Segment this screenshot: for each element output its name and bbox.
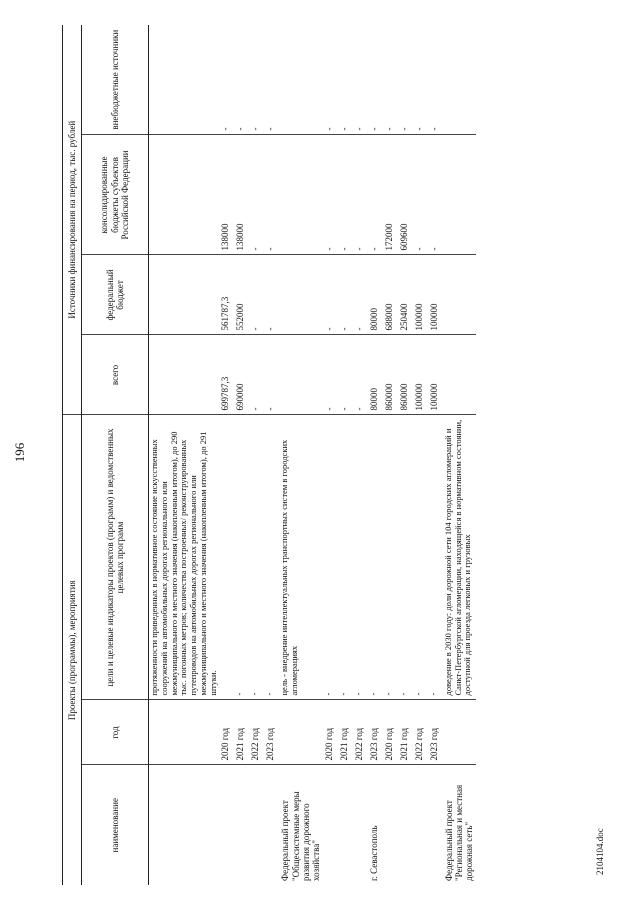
row-total: -	[264, 335, 279, 415]
row-regional	[279, 135, 322, 255]
document-code: 2104104.doc	[595, 828, 605, 875]
row-regional: 172000	[383, 135, 398, 255]
row-goal: -	[323, 415, 338, 700]
row-name: г. Севастополь	[368, 825, 379, 881]
row-federal: -	[249, 255, 264, 335]
row-regional: -	[368, 135, 383, 255]
row-extra	[443, 25, 476, 135]
row-regional: 138000	[234, 135, 249, 255]
table-row	[249, 25, 264, 885]
row-federal: 80000	[368, 255, 383, 335]
row-federal	[279, 255, 322, 335]
row-extra: -	[383, 25, 398, 135]
row-regional: -	[249, 135, 264, 255]
row-total	[279, 335, 322, 415]
table-row	[323, 25, 338, 885]
row-name	[249, 765, 264, 885]
row-name: Федеральный проект "Общесистемные меры развития дорожного хозяйства"	[280, 791, 322, 881]
row-goal: -	[264, 415, 279, 700]
row-year: 2022 год	[249, 700, 264, 765]
row-extra: -	[338, 25, 353, 135]
row-federal: -	[338, 255, 353, 335]
row-total: 860000	[383, 335, 398, 415]
row-federal: 100000	[413, 255, 428, 335]
row-regional: -	[338, 135, 353, 255]
row-extra: -	[428, 25, 443, 135]
row-federal: -	[323, 255, 338, 335]
row-total: 100000	[428, 335, 443, 415]
row-year: 2022 год	[353, 700, 368, 765]
row-federal: -	[353, 255, 368, 335]
header-name: наименование	[82, 765, 149, 885]
table-row	[383, 25, 398, 885]
funding-table	[62, 25, 476, 885]
row-year: 2023 год	[368, 700, 383, 765]
row-year	[149, 700, 220, 765]
row-name	[264, 765, 279, 885]
row-total: -	[323, 335, 338, 415]
row-extra: -	[398, 25, 413, 135]
row-federal: -	[264, 255, 279, 335]
row-name	[323, 765, 338, 885]
row-total: 100000	[413, 335, 428, 415]
row-regional: 138000	[219, 135, 234, 255]
header-regional: консолидированные бюджеты субъектов Российской Федерации	[82, 135, 149, 255]
row-goal: протяженности приведенных в нормативное состояние искусственных сооружений на автомобильных дорогах регионального или межмуниципального и местного значения (накопленным итогом), до 290 тыс. погонных метров; количества построенных/ реконструированных путепроводов на автомобильных дорогах регионального или межмуниципального и местного значения (накопленным итогом), до 291 штуки.	[149, 415, 220, 700]
row-total	[149, 335, 220, 415]
row-regional: -	[428, 135, 443, 255]
row-federal: 100000	[428, 255, 443, 335]
row-year: 2023 год	[428, 700, 443, 765]
row-federal: 688000	[383, 255, 398, 335]
row-total: 860000	[398, 335, 413, 415]
row-name	[353, 765, 368, 885]
header-group-funding: Источники финансирования на период, тыс. рублей	[63, 25, 82, 415]
row-federal	[149, 255, 220, 335]
row-year	[279, 700, 322, 765]
header-goals: цели и целевые индикаторы проектов (программ) и ведомственных целевых программ	[82, 415, 149, 700]
row-year: 2021 год	[398, 700, 413, 765]
page-number: 196	[12, 442, 27, 463]
row-extra: -	[264, 25, 279, 135]
row-goal	[219, 415, 234, 700]
row-goal: -	[398, 415, 413, 700]
row-name	[338, 765, 353, 885]
row-goal: -	[234, 415, 249, 700]
table-row	[443, 25, 476, 885]
row-regional: -	[264, 135, 279, 255]
row-regional: 609600	[398, 135, 413, 255]
table-row	[398, 25, 413, 885]
row-goal: -	[368, 415, 383, 700]
table-row	[279, 25, 322, 885]
row-name	[219, 765, 234, 885]
row-goal: -	[383, 415, 398, 700]
row-name	[428, 765, 443, 885]
header-extra: внебюджетные источники	[82, 25, 149, 135]
header-group-projects: Проекты (программы), мероприятия	[63, 415, 82, 885]
table-row	[353, 25, 368, 885]
row-extra: -	[323, 25, 338, 135]
row-name	[413, 765, 428, 885]
row-federal: 561787,3	[219, 255, 234, 335]
row-regional	[149, 135, 220, 255]
row-extra: -	[353, 25, 368, 135]
row-name: Федеральный проект "Региональная и местная дорожная сеть"	[443, 784, 475, 881]
row-extra: -	[413, 25, 428, 135]
row-goal: -	[249, 415, 264, 700]
table-row	[264, 25, 279, 885]
table-header	[63, 25, 149, 885]
row-year: 2022 год	[413, 700, 428, 765]
header-total: всего	[82, 335, 149, 415]
table-row	[234, 25, 249, 885]
row-year: 2020 год	[323, 700, 338, 765]
row-goal: -	[338, 415, 353, 700]
row-regional: -	[353, 135, 368, 255]
row-total: -	[353, 335, 368, 415]
table-row	[338, 25, 353, 885]
row-total: -	[249, 335, 264, 415]
table-row	[368, 25, 383, 885]
row-year: 2020 год	[383, 700, 398, 765]
row-extra	[149, 25, 220, 135]
row-total: 699787,3	[219, 335, 234, 415]
row-regional	[443, 135, 476, 255]
row-total: 690000	[234, 335, 249, 415]
row-extra: -	[368, 25, 383, 135]
table-row	[149, 25, 220, 885]
row-extra: -	[249, 25, 264, 135]
table-row	[219, 25, 234, 885]
row-total	[443, 335, 476, 415]
row-extra: -	[219, 25, 234, 135]
row-federal	[443, 255, 476, 335]
row-year: 2021 год	[338, 700, 353, 765]
header-federal: федеральный бюджет	[82, 255, 149, 335]
row-year	[443, 700, 476, 765]
table-row	[428, 25, 443, 885]
row-name	[398, 765, 413, 885]
row-year: 2020 год	[219, 700, 234, 765]
row-federal: 552000	[234, 255, 249, 335]
row-year: 2021 год	[234, 700, 249, 765]
row-name	[149, 765, 220, 885]
row-goal: -	[353, 415, 368, 700]
row-goal: цель - внедрение интеллектуальных транспортных систем в городских агломерациях	[279, 415, 322, 700]
row-regional: -	[323, 135, 338, 255]
row-regional: -	[413, 135, 428, 255]
table-body	[149, 25, 476, 885]
row-total: -	[338, 335, 353, 415]
header-year: год	[82, 700, 149, 765]
row-extra: -	[234, 25, 249, 135]
row-extra	[279, 25, 322, 135]
row-goal: -	[428, 415, 443, 700]
row-goal: доведение в 2030 году: доли дорожной сети 104 городских агломераций и Санкт-Петербургской агломерации, находящейся в нормативном состоянии, доступной для проезда легковых и грузовых	[443, 415, 476, 700]
row-name	[234, 765, 249, 885]
table-row	[413, 25, 428, 885]
row-goal: -	[413, 415, 428, 700]
row-year: 2023 год	[264, 700, 279, 765]
row-total: 80000	[368, 335, 383, 415]
row-federal: 250400	[398, 255, 413, 335]
row-name	[383, 765, 398, 885]
